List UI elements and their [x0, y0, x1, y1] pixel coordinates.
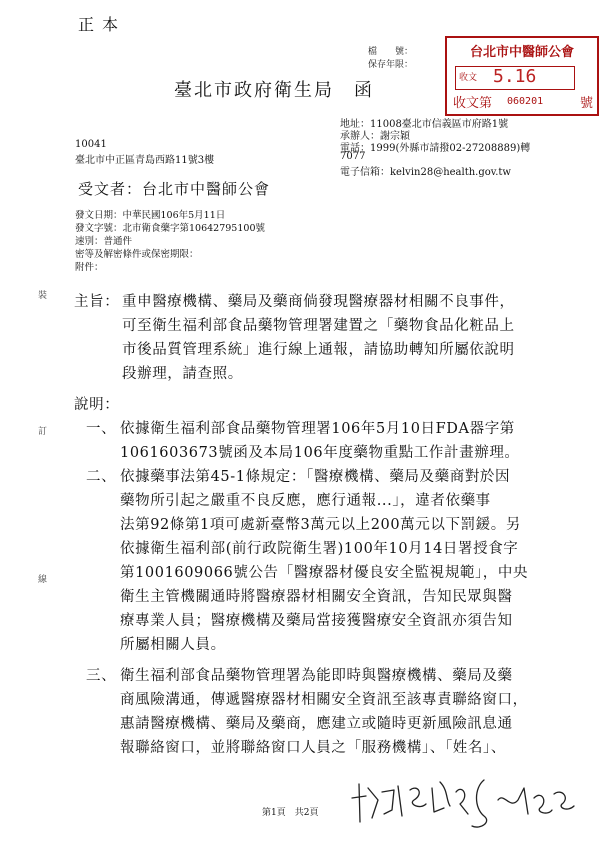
binding-mark: 線	[38, 575, 48, 585]
stamp-hao: 號	[579, 96, 593, 111]
explanation-label: 說明：	[74, 397, 120, 413]
stamp-date: 5.16	[493, 66, 537, 87]
item-number: 三、	[86, 668, 117, 684]
stamp-date-label: 收文	[459, 73, 478, 83]
copy-mark: 正本	[78, 15, 127, 34]
item-line: 所屬相關人員。	[120, 637, 226, 653]
postal-code: 10041	[75, 139, 107, 150]
urgency: 速別：普通件	[75, 236, 133, 247]
item-line: 衛生主管機關通時將醫療器材相關安全資訊，告知民眾與醫	[120, 589, 513, 605]
document-title: 臺北市政府衛生局 函	[174, 80, 374, 101]
received-stamp	[445, 36, 599, 116]
contact-handler: 承辦人：謝宗穎	[340, 131, 410, 142]
binding-mark: 裝	[38, 291, 48, 301]
stamp-title: 台北市中醫師公會	[469, 45, 574, 60]
contact-address: 地址：11008臺北市信義區市府路1號	[340, 119, 509, 130]
item-line: 衛生福利部食品藥物管理署為能即時與醫療機構、藥局及藥	[120, 668, 513, 684]
item-line: 惠請醫療機構、藥局及藥商，應建立或隨時更新風險訊息通	[120, 716, 513, 732]
item-number: 二、	[86, 469, 117, 485]
issue-number: 發文字號：北市衛食藥字第10642795100號	[75, 223, 265, 234]
item-line: 法第92條第1項可處新臺幣3萬元以上200萬元以下罰鍰。另	[120, 517, 521, 533]
mailing-address: 臺北市中正區青島西路11號3樓	[75, 155, 215, 166]
subject-line: 市後品質管理系統」進行線上通報，請協助轉知所屬依說明	[122, 342, 515, 358]
issue-date: 發文日期：中華民國106年5月11日	[75, 210, 226, 221]
file-number-label: 檔 號：	[368, 47, 414, 57]
item-line: 1061603673號函及本局106年度藥物重點工作計畫辦理。	[120, 445, 520, 461]
subject-line: 可至衛生福利部食品藥物管理署建置之「藥物食品化粧品上	[122, 318, 515, 334]
contact-email: 電子信箱：kelvin28@health.gov.tw	[340, 167, 511, 178]
handwritten-signature	[348, 770, 578, 840]
page-number: 第1頁 共2頁	[262, 808, 319, 818]
subject-label: 主旨：	[74, 294, 120, 310]
stamp-received-label: 收文第	[453, 96, 493, 111]
contact-phone-ext: 7077	[340, 151, 366, 162]
recipient: 受文者：台北市中醫師公會	[78, 180, 271, 198]
item-number: 一、	[86, 421, 117, 437]
stamp-number: 060201	[507, 96, 544, 107]
item-line: 依據衛生福利部(前行政院衛生署)100年10月14日署授食字	[120, 541, 519, 557]
attachments: 附件：	[75, 262, 104, 273]
item-line: 依據藥事法第45-1條規定：「醫療機構、藥局及藥商對於因	[120, 469, 511, 485]
subject-line: 段辦理，請查照。	[122, 366, 243, 382]
item-line: 藥物所引起之嚴重不良反應，應行通報...」，違者依藥事	[120, 493, 491, 509]
item-line: 報聯絡窗口，並將聯絡窗口人員之「服務機構」、「姓名」、	[120, 740, 506, 756]
contact-phone: 電話：1999(外縣市請撥02-27208889)轉	[340, 143, 531, 154]
item-line: 商風險溝通，傳遞醫療器材相關安全資訊至該專責聯絡窗口，	[120, 692, 528, 708]
item-line: 依據衛生福利部食品藥物管理署106年5月10日FDA器字第	[120, 421, 515, 437]
subject-line: 重申醫療機構、藥局及藥商倘發現醫療器材相關不良事件，	[122, 294, 515, 310]
retention-label: 保存年限：	[368, 60, 414, 70]
item-line: 療專業人員；醫療機構及藥局當接獲醫療安全資訊亦須告知	[120, 613, 513, 629]
classification: 密等及解密條件或保密期限：	[75, 249, 199, 260]
binding-mark: 訂	[38, 427, 48, 437]
item-line: 第1001609066號公告「醫療器材優良安全監視規範」，中央	[120, 565, 529, 581]
